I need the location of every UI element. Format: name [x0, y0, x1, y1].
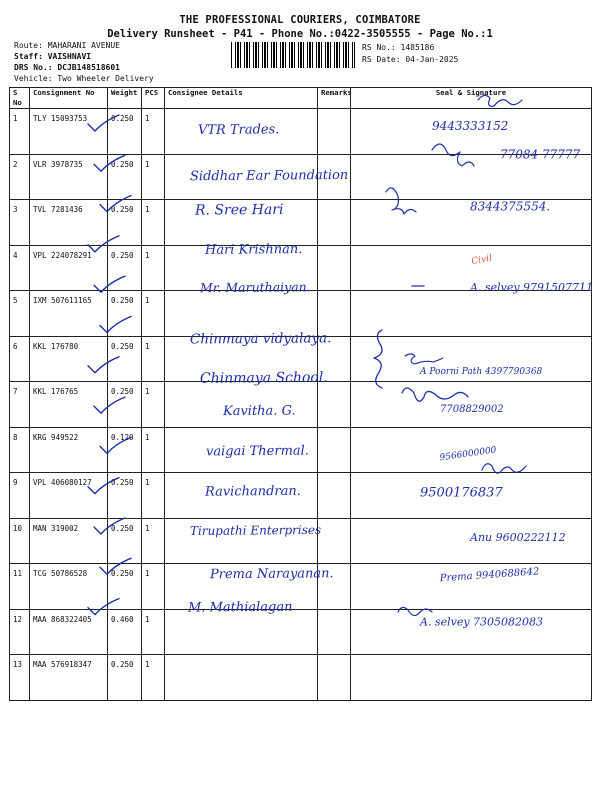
pcs-cell: 1 — [142, 609, 165, 655]
consignee-handwriting: Kavitha. G. — [222, 403, 296, 420]
sno-cell: 13 — [10, 655, 30, 701]
barcode-bar — [285, 42, 286, 68]
table-row — [10, 382, 592, 428]
remarks-cell — [318, 200, 351, 246]
table-row — [10, 473, 592, 519]
consignee-cell — [165, 609, 318, 655]
signature-cell — [351, 109, 592, 155]
weight-cell: 0.250 — [108, 154, 142, 200]
table-row — [10, 655, 592, 701]
consignment-cell: KKL 176765 — [30, 382, 108, 428]
barcode-bar — [300, 42, 302, 68]
vehicle-line: Vehicle: Two Wheeler Delivery — [14, 74, 154, 83]
sno-cell: 7 — [10, 382, 30, 428]
rs-date-line: RS Date: 04-Jan-2025 — [362, 55, 459, 64]
barcode-bar — [348, 42, 349, 68]
runsheet-subtitle: Delivery Runsheet - P41 - Phone No.:0422-3505555 - Page No.:1 — [107, 28, 493, 40]
rs-date-value: 04-Jan-2025 — [405, 55, 459, 64]
barcode-bar — [354, 42, 355, 68]
remarks-cell — [318, 154, 351, 200]
staff-value: VAISHNAVI — [47, 52, 92, 61]
remarks-cell — [318, 291, 351, 337]
consignment-cell: VLR 3978735 — [30, 154, 108, 200]
sno-cell: 5 — [10, 291, 30, 337]
consignment-cell: MAA 576918347 — [30, 655, 108, 701]
barcode-bar — [294, 42, 295, 68]
consignment-cell: MAA 868322405 — [30, 609, 108, 655]
signature-handwriting: A. selvey 7305082083 — [420, 615, 544, 629]
pcs-cell: 1 — [142, 427, 165, 473]
signature-cell — [351, 609, 592, 655]
table-row — [10, 336, 592, 382]
sno-cell: 1 — [10, 109, 30, 155]
consignee-cell — [165, 382, 318, 428]
consignee-cell — [165, 291, 318, 337]
sno-cell: 10 — [10, 518, 30, 564]
col-header-signature: Seal & Signature — [351, 88, 592, 109]
col-header-sno: S No — [10, 88, 30, 109]
barcode-bar — [235, 42, 236, 68]
runsheet-table — [9, 87, 592, 701]
consignment-cell: KKL 176780 — [30, 336, 108, 382]
barcode-bar — [330, 42, 331, 68]
pcs-cell: 1 — [142, 655, 165, 701]
weight-cell: 0.250 — [108, 109, 142, 155]
barcode-bar — [244, 42, 245, 68]
pcs-cell: 1 — [142, 291, 165, 337]
weight-cell: 0.250 — [108, 291, 142, 337]
sno-cell: 4 — [10, 245, 30, 291]
weight-cell: 0.250 — [108, 473, 142, 519]
barcode-bar — [321, 42, 322, 68]
remarks-cell — [318, 655, 351, 701]
signature-handwriting: 77084 77777 — [500, 147, 581, 162]
barcode-bar — [262, 42, 263, 68]
remarks-cell — [318, 609, 351, 655]
barcode-bar — [325, 42, 326, 68]
col-header-remarks: Remarks — [318, 88, 351, 109]
col-header-consignment: Consignment No — [30, 88, 108, 109]
signature-cell — [351, 291, 592, 337]
signature-handwriting: Prema 9940688642 — [439, 566, 540, 585]
barcode-bar — [289, 42, 290, 68]
sno-cell: 11 — [10, 564, 30, 610]
consignee-cell — [165, 518, 318, 564]
barcode-bar — [246, 42, 248, 68]
weight-cell: 0.250 — [108, 564, 142, 610]
remarks-cell — [318, 473, 351, 519]
remarks-cell — [318, 109, 351, 155]
remarks-cell — [318, 518, 351, 564]
signature-cell — [351, 518, 592, 564]
consignee-cell — [165, 655, 318, 701]
route-value: MAHARANI AVENUE — [47, 41, 120, 50]
signature-cell — [351, 564, 592, 610]
signature-handwriting: 8344375554. — [470, 199, 551, 214]
consignee-handwriting: Ravichandran. — [204, 483, 301, 500]
weight-cell: 0.250 — [108, 336, 142, 382]
consignee-cell — [165, 154, 318, 200]
signature-cell — [351, 473, 592, 519]
barcode-bar — [249, 42, 250, 68]
vehicle-value: Two Wheeler Delivery — [57, 74, 154, 83]
signature-handwriting: 9566000000 — [439, 445, 498, 464]
signature-cell — [351, 655, 592, 701]
weight-cell: 0.250 — [108, 655, 142, 701]
table-row — [10, 200, 592, 246]
header-right-block — [362, 42, 458, 66]
sno-cell: 9 — [10, 473, 30, 519]
barcode-bar — [231, 42, 232, 68]
consignment-cell: TCG 50786528 — [30, 564, 108, 610]
signature-cell — [351, 245, 592, 291]
stamp-text: Civil — [470, 253, 493, 267]
company-title: THE PROFESSIONAL COURIERS, COIMBATORE — [179, 14, 421, 26]
barcode-bar — [291, 42, 293, 68]
barcode-bar — [271, 42, 272, 68]
consignment-cell: KRG 949522 — [30, 427, 108, 473]
consignee-handwriting: Mr. Maruthaiyan. — [199, 279, 311, 296]
table-row — [10, 427, 592, 473]
signature-handwriting: 9443333152 — [432, 119, 509, 133]
consignee-handwriting: Prema Narayanan. — [209, 566, 334, 583]
col-header-consignee: Consignee Details — [165, 88, 318, 109]
pcs-cell: 1 — [142, 518, 165, 564]
consignee-handwriting: Hari Krishnan. — [204, 242, 303, 258]
barcode-bar — [327, 42, 329, 68]
weight-cell: 0.250 — [108, 518, 142, 564]
drs-value: DCJB148518601 — [57, 63, 120, 72]
pcs-cell: 1 — [142, 473, 165, 519]
pcs-cell: 1 — [142, 154, 165, 200]
drs-line: DRS No.: DCJB148518601 — [14, 63, 120, 72]
consignee-cell — [165, 245, 318, 291]
table-row — [10, 109, 592, 155]
weight-cell: 0.250 — [108, 382, 142, 428]
barcode-bar — [240, 42, 241, 68]
rs-no-line: RS No.: 1485186 — [362, 43, 435, 52]
pcs-cell: 1 — [142, 336, 165, 382]
consignee-cell — [165, 564, 318, 610]
barcode-bar — [273, 42, 275, 68]
weight-cell: 0.460 — [108, 609, 142, 655]
consignee-cell — [165, 336, 318, 382]
barcode-bar — [312, 42, 313, 68]
table-row — [10, 154, 592, 200]
signature-cell — [351, 427, 592, 473]
route-line: Route: MAHARANI AVENUE — [14, 41, 120, 50]
signature-cell — [351, 336, 592, 382]
barcode — [231, 42, 355, 68]
signature-handwriting: 9500176837 — [420, 485, 503, 501]
barcode-bar — [339, 42, 340, 68]
pcs-cell: 1 — [142, 564, 165, 610]
signature-handwriting: Anu 9600222112 — [470, 531, 566, 544]
pcs-cell: 1 — [142, 382, 165, 428]
consignee-handwriting: Tirupathi Enterprises — [189, 522, 322, 538]
remarks-cell — [318, 382, 351, 428]
signature-handwriting: A. selvey 9791507711 — [470, 281, 594, 295]
consignee-handwriting: VTR Trades. — [197, 122, 280, 138]
weight-cell: 0.250 — [108, 245, 142, 291]
barcode-bar — [298, 42, 299, 68]
barcode-bar — [267, 42, 268, 68]
consignee-cell — [165, 473, 318, 519]
pcs-cell: 1 — [142, 109, 165, 155]
consignment-cell: TVL 7281436 — [30, 200, 108, 246]
rs-no-value: 1485186 — [400, 43, 435, 52]
consignment-cell: TLY 15093753 — [30, 109, 108, 155]
col-header-pcs: PCS — [142, 88, 165, 109]
weight-cell: 0.120 — [108, 427, 142, 473]
sno-cell: 12 — [10, 609, 30, 655]
consignee-handwriting: Chinmaya School. — [199, 369, 328, 387]
col-header-weight: Weight — [108, 88, 142, 109]
signature-handwriting: 7708829002 — [440, 404, 504, 416]
barcode-bar — [345, 42, 347, 68]
barcode-bar — [307, 42, 308, 68]
barcode-bar — [264, 42, 266, 68]
barcode-bar — [282, 42, 284, 68]
barcode-bar — [334, 42, 335, 68]
barcode-bar — [255, 42, 257, 68]
table-header-row — [10, 88, 592, 109]
consignee-cell — [165, 109, 318, 155]
barcode-bar — [303, 42, 304, 68]
consignee-handwriting: R. Sree Hari — [194, 201, 284, 219]
barcode-bar — [352, 42, 353, 68]
consignee-handwriting: Chinmaya vidyalaya. — [189, 330, 332, 348]
sno-cell: 8 — [10, 427, 30, 473]
table-row — [10, 245, 592, 291]
sno-cell: 2 — [10, 154, 30, 200]
consignee-handwriting: vaigai Thermal. — [205, 443, 309, 460]
barcode-bar — [253, 42, 254, 68]
barcode-bar — [258, 42, 259, 68]
barcode-bar — [316, 42, 317, 68]
consignee-handwriting: Siddhar Ear Foundation — [189, 167, 349, 185]
weight-cell: 0.250 — [108, 200, 142, 246]
barcode-bar — [343, 42, 344, 68]
signature-cell — [351, 200, 592, 246]
sno-cell: 6 — [10, 336, 30, 382]
pcs-cell: 1 — [142, 200, 165, 246]
sno-cell: 3 — [10, 200, 30, 246]
table-row — [10, 518, 592, 564]
signature-cell — [351, 154, 592, 200]
barcode-bar — [237, 42, 239, 68]
barcode-bar — [309, 42, 311, 68]
signature-handwriting: A Poorni Path 4397790368 — [420, 366, 543, 377]
signature-cell — [351, 382, 592, 428]
staff-line: Staff: VAISHNAVI — [14, 52, 92, 61]
remarks-cell — [318, 336, 351, 382]
barcode-bar — [336, 42, 338, 68]
pcs-cell: 1 — [142, 245, 165, 291]
barcode-bar — [280, 42, 281, 68]
table-row — [10, 564, 592, 610]
remarks-cell — [318, 245, 351, 291]
consignment-cell: VPL 406080127 — [30, 473, 108, 519]
remarks-cell — [318, 564, 351, 610]
consignee-cell — [165, 427, 318, 473]
barcode-bar — [318, 42, 320, 68]
consignment-cell: MAN 319002 — [30, 518, 108, 564]
table-row — [10, 609, 592, 655]
barcode-bar — [276, 42, 277, 68]
table-row — [10, 291, 592, 337]
consignment-cell: IXM 507611165 — [30, 291, 108, 337]
consignee-cell — [165, 200, 318, 246]
consignee-handwriting: M. Mathialagan — [187, 599, 293, 616]
header-left-block — [14, 40, 154, 84]
remarks-cell — [318, 427, 351, 473]
consignment-cell: VPL 224078291 — [30, 245, 108, 291]
